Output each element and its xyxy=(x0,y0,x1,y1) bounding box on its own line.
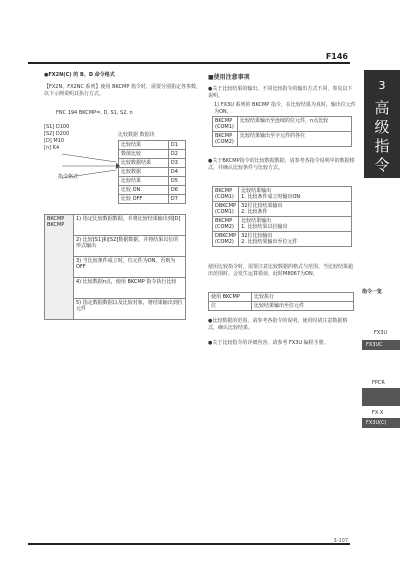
sidebar-label-3[interactable]: FPCR xyxy=(372,380,385,386)
table-b xyxy=(212,186,352,247)
table-row: 比较 OFF D7 xyxy=(119,195,186,204)
sidebar-label-2[interactable]: FX3U xyxy=(374,330,388,336)
chapter-tab[interactable] xyxy=(364,70,400,178)
table-row: BKCMP BKCMP 1) 指定比较数据数据，并将比较结果输出到[D] xyxy=(45,215,186,236)
left-paragraph: 【FX2N、FX2NC 系列】使用 BKCMP 指令时，需要分别指定各参数，以下示例说明其执行方式。 xyxy=(44,84,201,97)
table-row: DBKCMP (COM2) 32位比较输出 2. 比较结果输出至位元件 xyxy=(213,232,352,247)
table-row: 2) 比较[S1]和[S2]数据数据，并将结果以位的形式输出 xyxy=(45,236,186,257)
instruction-formula: FNC 194 BKCMP=, D, S1, S2, n xyxy=(56,110,133,116)
bullet-1: ●关于比较结果的输出，不同比较指令的输出方式不同，参见以下说明。 xyxy=(208,86,353,99)
table-row: 比较结果 D5 xyxy=(119,177,186,186)
chapter-number: 3 xyxy=(378,79,386,92)
table-row: 数值比较 D2 xyxy=(119,150,186,159)
table-c xyxy=(208,292,354,311)
left-heading: ●FX2N(C) 的 B、D 命令格式 xyxy=(44,72,115,78)
chapter-title: 高 级 指 令 xyxy=(374,99,390,174)
table-row: BKCMP (COM2) 比较结果输出至字元件的各位 xyxy=(213,132,352,147)
description-box xyxy=(44,214,186,320)
table-row: DBKCMP (COM1) 32位比较结果输出 2. 比较条件 xyxy=(213,202,352,217)
sidebar-box-1[interactable]: FX3UC xyxy=(362,340,400,350)
table-row: BKCMP (COM1) 比较结果输出至连续的位元件，n点比较 xyxy=(213,117,352,132)
table-row: 比较 ON D6 xyxy=(119,186,186,195)
page-code: F146 xyxy=(325,52,348,61)
operand-def: [S1] D100 xyxy=(44,124,70,130)
right-heading: ■使用注意事项 xyxy=(208,74,250,81)
table-row: 比较结果 D1 xyxy=(119,141,186,150)
operand-def: [S2] D200 xyxy=(44,131,70,137)
table-row: BKCMP (COM2) 比较结果输出 1. 比较结果以位输出 xyxy=(213,217,352,232)
operand-def: [n] K4 xyxy=(44,145,60,151)
table-row: 5) 指定数据数据以及比较对象，将结果输出到位元件 xyxy=(45,299,186,320)
table-row: 比较数据 D4 xyxy=(119,168,186,177)
table-row: BKCMP (COM1) 比较结果输出 1. 比较条件成立时输出ON xyxy=(213,187,352,202)
table-row: 3) 当比较条件成立时，位元件为ON，否则为OFF xyxy=(45,257,186,278)
page-number: 3-107 xyxy=(333,538,348,544)
paragraph-2: 使用比较指令时，需要注意比较数据的格式与范围，当比较结果超出范围时，会发生运算错误，此时M8067为ON。 xyxy=(208,264,354,277)
bullet-4: ●关于比较指令的详细内容，请参考 FX3U 编程手册。 xyxy=(208,340,329,346)
bullet-3: ●比较数据的范围，请参考各指令的说明。使用时请注意数据格式，确认比较结果。 xyxy=(208,318,348,331)
sidebar-box-2[interactable]: FX3U(C) xyxy=(362,418,400,428)
bullet-2: ●关于BKCMP指令的比较数据数据，请参考各指令说明中的数据格式，并确认比较条件与比较方式。 xyxy=(208,158,355,171)
box-left-label: BKCMP BKCMP xyxy=(45,215,74,320)
sidebar-dark-block xyxy=(362,388,400,406)
table-row: 使用 BKCMP 比较执行 xyxy=(209,293,354,302)
sidebar-label-1[interactable]: 指令一览 xyxy=(362,289,383,295)
operand-def: [D] M10 xyxy=(44,138,65,144)
arrow-label: 指令格式 xyxy=(58,174,79,180)
table-row: 位 比较结果输出至位元件 xyxy=(209,302,354,311)
table-a xyxy=(212,116,352,147)
data-block-table xyxy=(118,140,186,204)
table-row: 4) 比较数据n点，使用 BKCMP 指令执行比较 xyxy=(45,278,186,299)
bottom-rule xyxy=(28,543,350,545)
table-row: 比较数据结果 D3 xyxy=(119,159,186,168)
sidebar-label-4[interactable]: FX·X xyxy=(372,410,384,416)
small-table-title: 比较数据 数据块 xyxy=(118,132,155,138)
top-rule xyxy=(28,62,350,64)
bullet-1b: 1) FX3U 系列的 BKCMP 指令，在比较结果为真时，输出位元件为ON。 xyxy=(214,102,356,115)
